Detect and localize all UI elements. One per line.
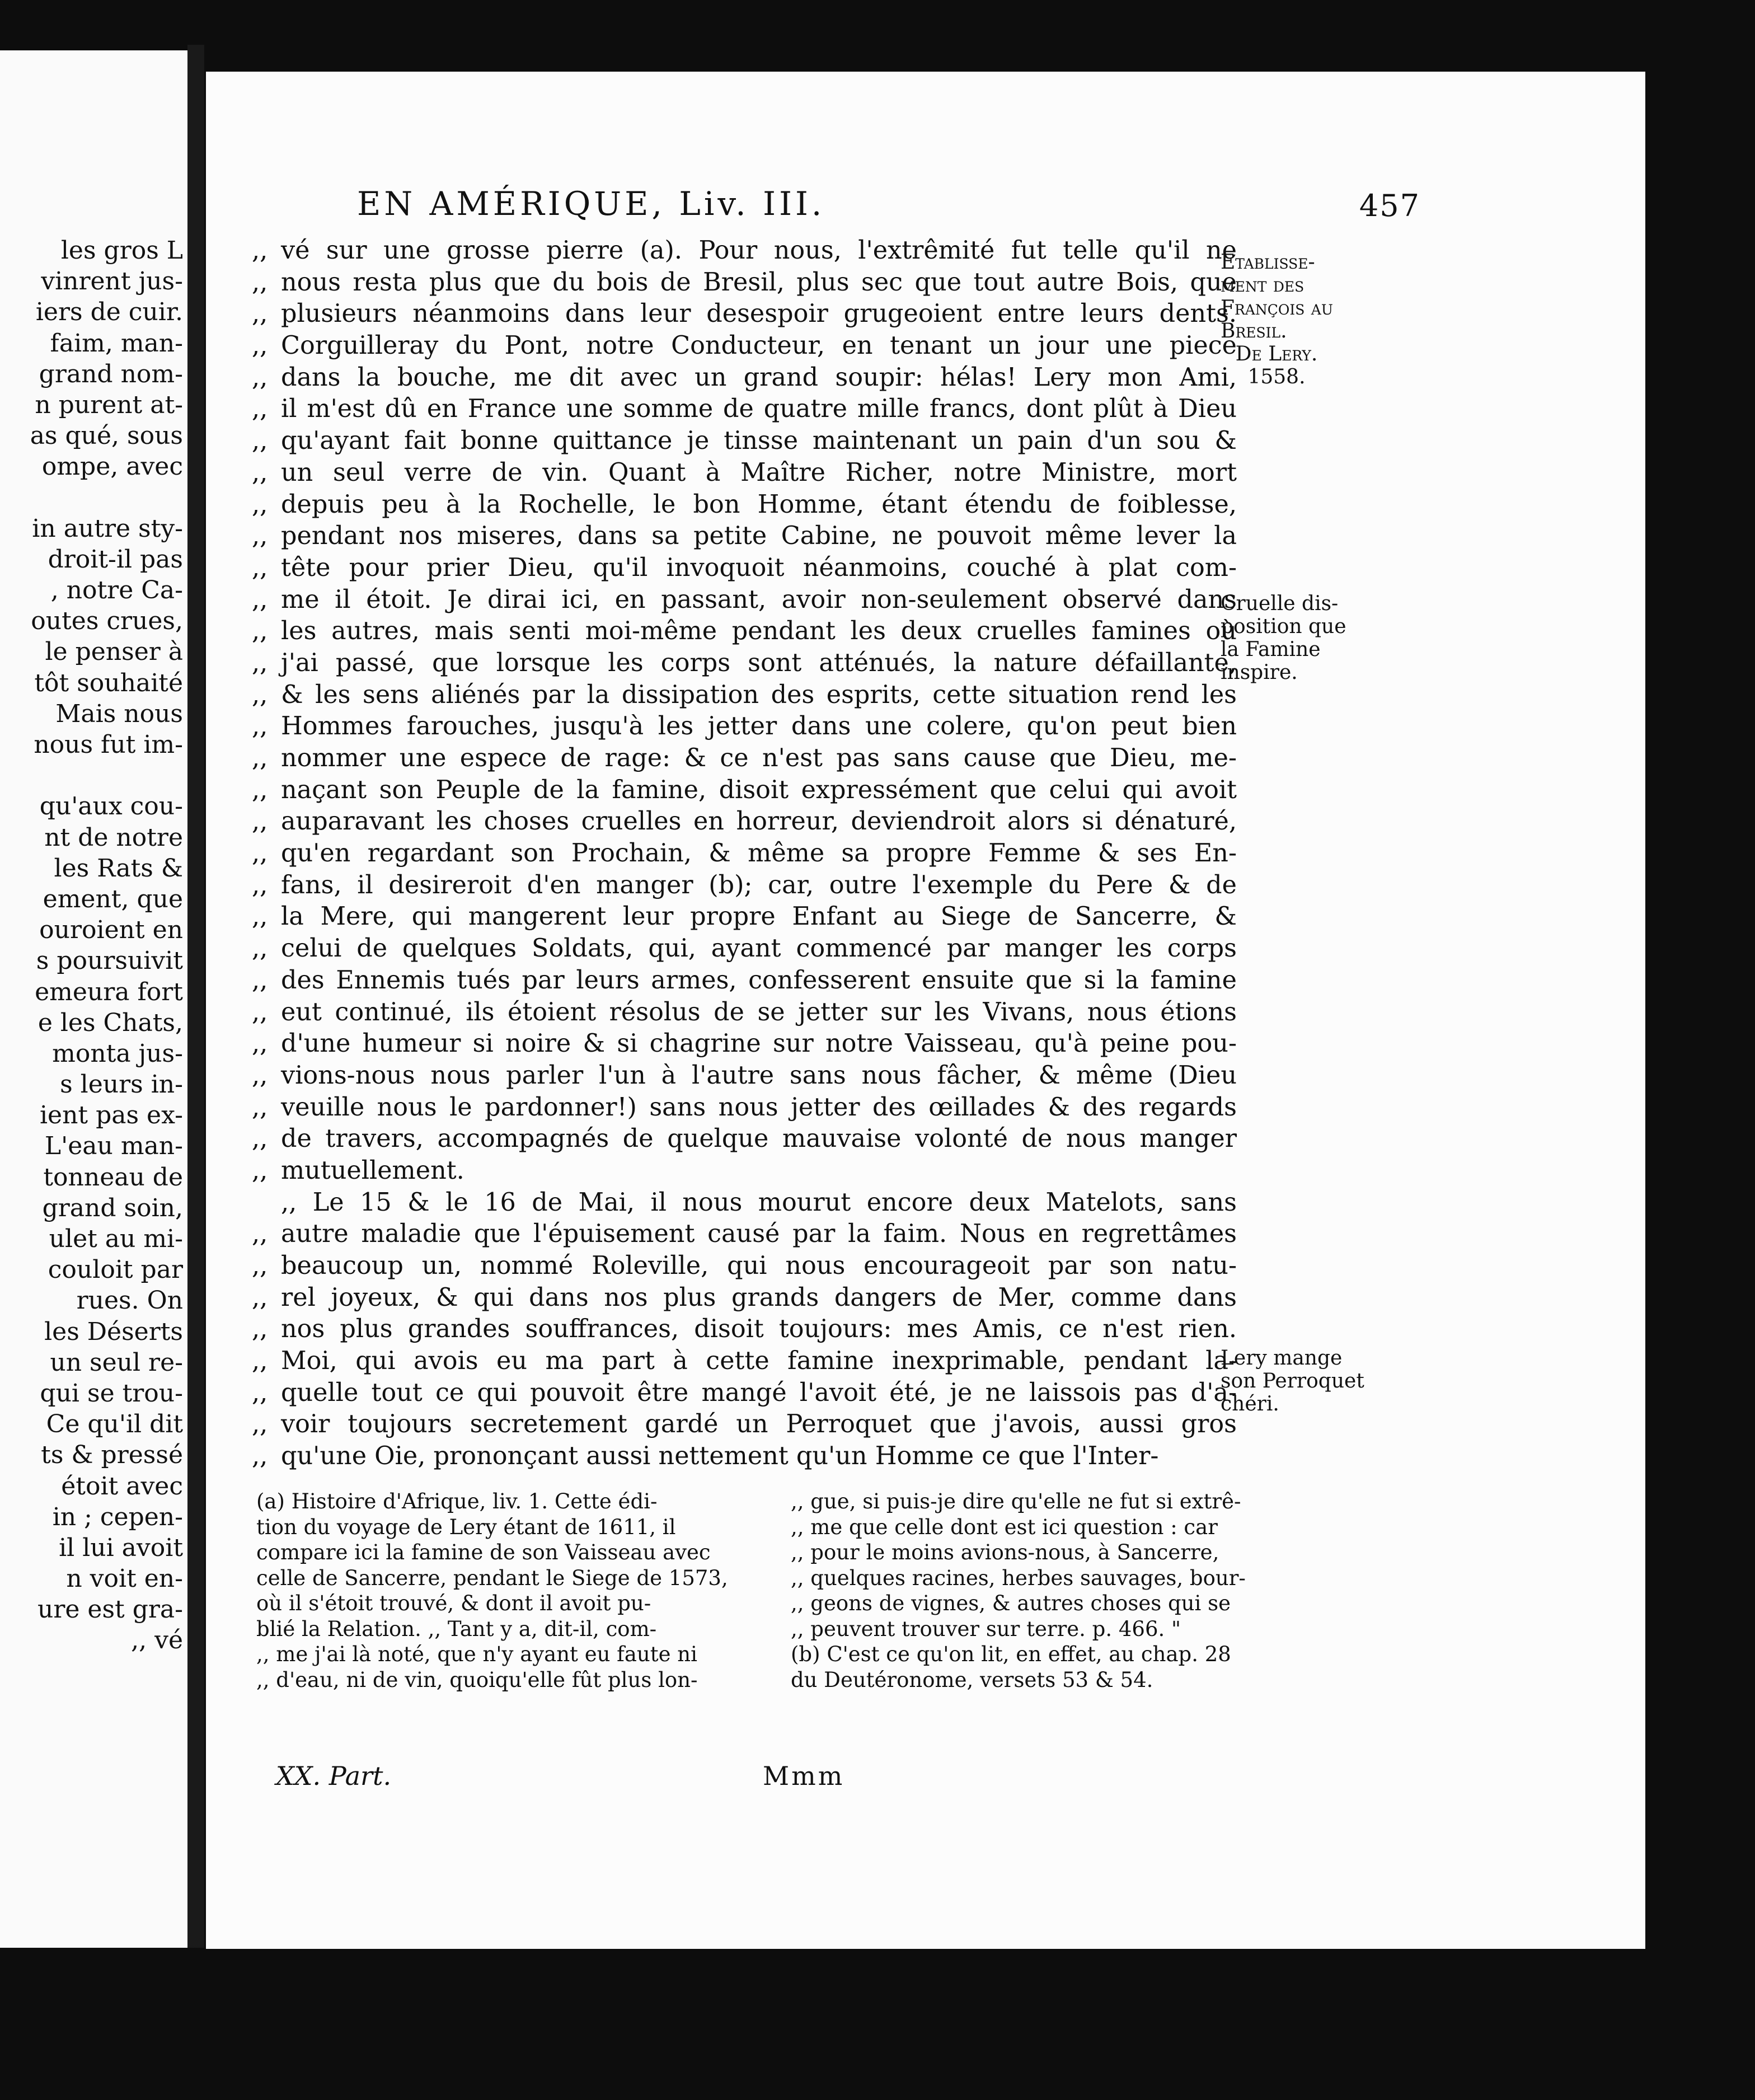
text-line	[252, 838, 1237, 870]
footnote-line: ,, quelques racines, herbes sauvages, bour-	[791, 1565, 1246, 1590]
quote-mark: ,,	[252, 870, 268, 899]
margin-note-line: 1558.	[1247, 365, 1306, 388]
line-text: autre maladie que l'épuisement causé par la faim. Nous en regrettâmes	[281, 1220, 1237, 1249]
text-line	[252, 457, 1237, 489]
text-line	[252, 1092, 1237, 1124]
text-line	[252, 362, 1237, 394]
facing-page-line: ure est gra-	[37, 1595, 183, 1624]
line-text: de travers, accompagnés de quelque mauvaise volonté de nous manger	[281, 1124, 1237, 1154]
quote-mark: ,,	[252, 712, 268, 741]
quote-mark: ,,	[252, 553, 268, 582]
quote-mark: ,,	[252, 458, 268, 487]
margin-note-establishment	[1221, 251, 1366, 388]
quote-mark: ,,	[252, 965, 268, 995]
text-line	[252, 1409, 1237, 1441]
facing-page-line: un seul re-	[50, 1348, 183, 1377]
footnote-line: ,, peuvent trouver sur terre. p. 466. "	[791, 1616, 1181, 1641]
text-line	[252, 552, 1237, 584]
facing-page-line: ts & pressé	[41, 1441, 183, 1470]
quote-mark: ,,	[252, 1156, 268, 1185]
quote-mark: ,,	[252, 934, 268, 963]
quote-mark: ,,	[252, 490, 268, 519]
quote-mark: ,,	[252, 268, 268, 297]
facing-page-line: étoit avec	[61, 1471, 183, 1501]
line-text: rel joyeux, & qui dans nos plus grands dangers de Mer, comme dans	[281, 1283, 1237, 1312]
line-text: auparavant les choses cruelles en horreur, deviendroit alors si dénaturé,	[281, 807, 1237, 836]
text-line	[252, 1441, 1210, 1473]
quote-mark: ,,	[252, 807, 268, 836]
line-text: vé sur une grosse pierre (a). Pour nous, l'extrêmité fut telle qu'il ne	[281, 236, 1237, 265]
margin-note-line: François au	[1221, 297, 1333, 320]
text-line	[252, 521, 1237, 552]
facing-page-line: L'eau man-	[44, 1132, 183, 1161]
quote-mark: ,,	[252, 839, 268, 868]
margin-note-line: Bresil.	[1221, 320, 1287, 343]
facing-page-line: droit-il pas	[48, 545, 183, 574]
facing-page-line: iers de cuir.	[35, 298, 183, 327]
quote-mark: ,,	[252, 1251, 268, 1280]
facing-page-line: les Rats &	[54, 854, 183, 883]
line-text: nous resta plus que du bois de Bresil, plus sec que tout autre Bois, que	[281, 268, 1237, 297]
line-text: nos plus grandes souffrances, disoit toujours: mes Amis, ce n'est rien.	[281, 1315, 1237, 1344]
text-line	[252, 1377, 1237, 1409]
text-line	[252, 1028, 1237, 1060]
line-text: tête pour prier Dieu, qu'il invoquoit néanmoins, couché à plat com-	[281, 553, 1237, 582]
facing-page-line: Mais nous	[55, 699, 183, 728]
line-text: depuis peu à la Rochelle, le bon Homme, étant étendu de foiblesse,	[281, 490, 1237, 519]
quote-mark: ,,	[252, 1283, 268, 1312]
facing-page-line: ulet au mi-	[49, 1225, 183, 1253]
line-text: la Mere, qui mangerent leur propre Enfant au Siege de Sancerre, &	[281, 902, 1237, 931]
line-text: Corguilleray du Pont, notre Conducteur, en tenant un jour une piece	[281, 331, 1237, 360]
facing-page-line: ement, que	[43, 884, 183, 913]
text-line	[252, 1346, 1237, 1377]
footnote-column-left	[256, 1489, 729, 1693]
facing-page-line: tonneau de	[43, 1162, 183, 1192]
text-line	[252, 298, 1237, 330]
text-line	[252, 870, 1237, 902]
text-line	[252, 1250, 1237, 1282]
facing-page-line: in autre sty-	[32, 514, 183, 543]
line-text: eut continué, ils étoient résolus de se jetter sur les Vivans, nous étions	[281, 997, 1237, 1026]
line-text: plusieurs néanmoins dans leur desespoir grugeoient entre leurs dents.	[281, 299, 1237, 329]
footnote-line: (a) Histoire d'Afrique, liv. 1. Cette édi-	[256, 1489, 658, 1513]
margin-note-line: inspire.	[1221, 661, 1298, 684]
line-text: celui de quelques Soldats, qui, ayant commencé par manger les corps	[281, 934, 1237, 963]
facing-page-line: couloit par	[48, 1255, 183, 1285]
line-text: j'ai passé, que lorsque les corps sont atténués, la nature défaillante,	[281, 648, 1237, 677]
margin-note-line: De Lery.	[1235, 343, 1318, 365]
text-line	[252, 1314, 1237, 1346]
facing-page-line: nous fut im-	[34, 730, 183, 759]
text-line	[252, 1218, 1237, 1250]
footnote-line: compare ici la famine de son Vaisseau avec	[256, 1540, 711, 1564]
text-line	[252, 648, 1237, 679]
line-text: me il étoit. Je dirai ici, en passant, avoir non-seulement observé dans	[281, 585, 1237, 614]
facing-page-line: Ce qu'il dit	[46, 1410, 183, 1439]
footnote-line: blié la Relation. ,, Tant y a, dit-il, com-	[256, 1616, 657, 1641]
facing-page-fragment	[0, 50, 187, 1948]
margin-note-line: ment des	[1221, 274, 1304, 297]
text-line	[252, 743, 1237, 775]
book-gutter	[187, 45, 204, 1948]
quote-mark: ,,	[252, 236, 268, 265]
page-footer	[206, 1761, 1437, 1794]
quote-mark: ,,	[252, 395, 268, 424]
text-line	[252, 775, 1237, 807]
quote-mark: ,,	[252, 522, 268, 551]
facing-page-line: monta jus-	[52, 1039, 183, 1068]
page-number: 457	[1359, 188, 1420, 223]
footnote-line: du Deutéronome, versets 53 & 54.	[791, 1667, 1153, 1692]
line-text: Moi, qui avois eu ma part à cette famine inexprimable, pendant la-	[281, 1347, 1237, 1376]
text-line	[252, 901, 1237, 933]
facing-page-line: vinrent jus-	[41, 267, 183, 296]
footnote-line: ,, d'eau, ni de vin, quoiqu'elle fût plus lon-	[256, 1667, 698, 1692]
text-line	[252, 235, 1237, 267]
quote-mark: ,,	[252, 1093, 268, 1122]
line-text: ,, Le 15 & le 16 de Mai, il nous mourut encore deux Matelots, sans	[281, 1188, 1237, 1217]
line-text: nommer une espece de rage: & ce n'est pas sans cause que Dieu, me-	[281, 744, 1237, 772]
footnote-column-right	[791, 1489, 1264, 1693]
footnote-line: ,, geons de vignes, & autres choses qui se	[791, 1591, 1231, 1615]
line-text: naçant son Peuple de la famine, disoit expressément que celui qui avoit	[281, 775, 1237, 804]
line-text: veuille nous le pardonner!) sans nous jetter des œillades & des regards	[281, 1093, 1237, 1122]
line-text: voir toujours secretement gardé un Perroquet que j'avois, aussi gros	[281, 1410, 1237, 1439]
margin-note-line: Cruelle dis-	[1221, 592, 1339, 615]
quote-mark: ,,	[252, 1442, 268, 1471]
quote-mark: ,,	[252, 363, 268, 392]
page-header	[357, 185, 1420, 229]
quote-mark: ,,	[252, 997, 268, 1026]
quote-mark: ,,	[252, 744, 268, 772]
line-text: quelle tout ce qui pouvoit être mangé l'avoit été, je ne laissois pas d'a-	[281, 1378, 1237, 1407]
running-head: EN AMÉRIQUE, Liv. III.	[357, 185, 825, 223]
text-line	[252, 711, 1237, 743]
line-text: vions-nous nous parler l'un à l'autre sans nous fâcher, & même (Dieu	[281, 1061, 1237, 1090]
facing-page-line: qui se trou-	[40, 1379, 183, 1408]
line-text: d'une humeur si noire & si chagrine sur notre Vaisseau, qu'à peine pou-	[281, 1029, 1237, 1058]
quote-mark: ,,	[252, 680, 268, 709]
line-text: un seul verre de vin. Quant à Maître Richer, notre Ministre, mort	[281, 458, 1237, 487]
text-line	[252, 933, 1237, 965]
footnote-line: ,, gue, si puis-je dire qu'elle ne fut si extrê-	[791, 1489, 1241, 1513]
text-line	[252, 997, 1237, 1029]
quote-mark: ,,	[252, 331, 268, 360]
text-line	[252, 489, 1237, 521]
facing-page-line: , notre Ca-	[50, 576, 183, 605]
margin-note-line: Etablisse-	[1221, 251, 1315, 274]
footnote-line: celle de Sancerre, pendant le Siege de 1573,	[256, 1565, 728, 1590]
facing-page-line: ompe, avec	[41, 452, 183, 481]
quote-mark: ,,	[252, 1220, 268, 1249]
text-line	[252, 1123, 1237, 1155]
facing-page-line: ,, vé	[131, 1626, 183, 1655]
line-text: il m'est dû en France une somme de quatre mille francs, dont plût à Dieu	[281, 395, 1237, 424]
footnote-line: ,, me que celle dont est ici question : car	[791, 1515, 1218, 1539]
quote-mark: ,,	[252, 585, 268, 614]
text-line	[252, 1282, 1237, 1314]
line-text: des Ennemis tués par leurs armes, confesserent ensuite que si la famine	[281, 965, 1237, 995]
quote-mark: ,,	[252, 648, 268, 677]
facing-page-line: n purent at-	[35, 390, 183, 419]
line-text: qu'en regardant son Prochain, & même sa propre Femme & ses En-	[281, 839, 1237, 868]
quote-mark: ,,	[252, 1410, 268, 1439]
line-text: qu'une Oie, prononçant aussi nettement qu'un Homme ce que l'Inter-	[281, 1442, 1159, 1471]
margin-note-line: son Perroquet	[1221, 1370, 1364, 1393]
text-line	[252, 679, 1237, 711]
facing-page-line: rues. On	[76, 1286, 183, 1315]
text-line	[252, 330, 1237, 362]
text-line	[252, 806, 1237, 838]
facing-page-line: ouroient en	[39, 916, 183, 945]
facing-page-line: tôt souhaité	[34, 668, 183, 697]
margin-note-line: la Famine	[1221, 638, 1321, 661]
quote-mark: ,,	[252, 775, 268, 804]
gathering-mark: Mmm	[763, 1761, 845, 1791]
margin-note-line: position que	[1221, 615, 1346, 638]
quote-mark: ,,	[252, 1378, 268, 1407]
facing-page-line: ient pas ex-	[39, 1101, 183, 1130]
footnote-line: ,, pour le moins avions-nous, à Sancerre,	[791, 1540, 1219, 1564]
text-line	[252, 1187, 1237, 1219]
facing-page-line: faim, man-	[50, 329, 183, 358]
footnote-line: (b) C'est ce qu'on lit, en effet, au chap. 28	[791, 1642, 1231, 1666]
quote-mark: ,,	[252, 1124, 268, 1154]
quote-mark: ,,	[252, 1029, 268, 1058]
text-line	[252, 616, 1237, 648]
facing-page-line: outes crues,	[31, 607, 183, 636]
footnote-line: où il s'étoit trouvé, & dont il avoit pu-	[256, 1591, 651, 1615]
facing-page-line: grand soin,	[42, 1193, 183, 1222]
footnote-line: tion du voyage de Lery étant de 1611, il	[256, 1515, 676, 1539]
quote-mark: ,,	[252, 1315, 268, 1344]
facing-page-line: s leurs in-	[60, 1070, 183, 1099]
facing-page-line: e les Chats,	[37, 1008, 183, 1037]
text-line	[252, 1155, 1210, 1187]
facing-page-line: les gros L	[60, 236, 183, 265]
facing-page-line: nt de notre	[44, 823, 183, 852]
line-text: mutuellement.	[281, 1156, 464, 1185]
facing-page-line	[0, 482, 183, 513]
margin-note-line: chéri.	[1221, 1393, 1279, 1415]
facing-page-line: n voit en-	[66, 1564, 183, 1593]
facing-page-line: il lui avoit	[59, 1533, 183, 1562]
facing-page-line	[0, 760, 183, 791]
quote-mark: ,,	[252, 1347, 268, 1376]
signature-mark: XX. Part.	[276, 1761, 392, 1791]
footnote-line: ,, me j'ai là noté, que n'y ayant eu faute ni	[256, 1642, 697, 1666]
line-text: fans, il desireroit d'en manger (b); car, outre l'exemple du Pere & de	[281, 870, 1237, 899]
text-line	[252, 393, 1237, 425]
line-text: dans la bouche, me dit avec un grand soupir: hélas! Lery mon Ami,	[281, 363, 1237, 392]
quote-mark: ,,	[252, 617, 268, 646]
margin-note-parrot	[1221, 1347, 1366, 1415]
margin-note-famine	[1221, 592, 1366, 684]
facing-page-line: qu'aux cou-	[39, 792, 183, 821]
quote-mark: ,,	[252, 902, 268, 931]
quote-mark: ,,	[252, 426, 268, 456]
text-line	[252, 425, 1237, 457]
facing-page-line: grand nom-	[39, 359, 183, 388]
line-text: beaucoup un, nommé Roleville, qui nous encourageoit par son natu-	[281, 1251, 1237, 1280]
book-page	[206, 72, 1645, 1949]
facing-page-text	[0, 235, 183, 1656]
line-text: pendant nos miseres, dans sa petite Cabine, ne pouvoit même lever la	[281, 522, 1237, 551]
facing-page-line: le penser à	[45, 638, 183, 667]
facing-page-line: les Déserts	[44, 1317, 183, 1346]
quote-mark: ,,	[252, 299, 268, 329]
line-text: qu'ayant fait bonne quittance je tinsse maintenant un pain d'un sou &	[281, 426, 1237, 456]
margin-note-line: Lery mange	[1221, 1347, 1343, 1370]
text-line	[252, 965, 1237, 997]
line-text: les autres, mais senti moi-même pendant les deux cruelles famines où	[281, 617, 1237, 646]
facing-page-line: s poursuivit	[36, 946, 183, 976]
text-line	[252, 1060, 1237, 1092]
text-line	[252, 584, 1237, 616]
facing-page-line: as qué, sous	[30, 421, 183, 451]
text-line	[252, 267, 1237, 299]
facing-page-line: in ; cepen-	[52, 1502, 183, 1531]
line-text: & les sens aliénés par la dissipation des esprits, cette situation rend les	[281, 680, 1237, 709]
line-text: Hommes farouches, jusqu'à les jetter dans une colere, qu'on peut bien	[281, 712, 1237, 741]
facing-page-line: emeura fort	[35, 977, 183, 1006]
main-text	[252, 235, 1237, 1473]
quote-mark: ,,	[252, 1061, 268, 1090]
